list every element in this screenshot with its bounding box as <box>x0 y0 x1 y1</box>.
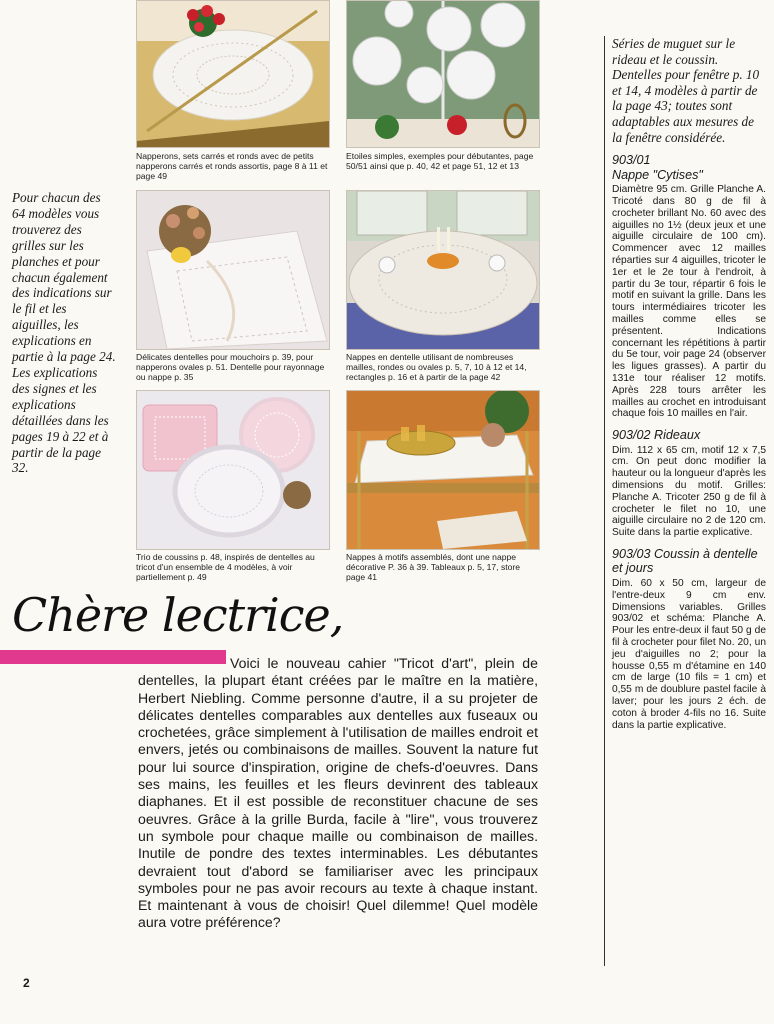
section-title: Nappe "Cytises" <box>612 167 703 182</box>
photo-window-stars <box>346 0 540 148</box>
section-body: Dim. 60 x 50 cm, largeur de l'entre-deux 9 cm env. Dimensions variables. Grilles 903/02 et schéma: Planche A. Pour les entre-deux il faut 50 g de fil à crocheter pour filet No. 20, un jeu d'aiguilles no 2; pour la housse 0,55 m d'étamine en 140 cm de large (10 fils = 1 cm) et 0,55 m de doublure pastel facile à laver; pour les jours 2 éch. de coton à broder 4-fils no 16. Suite dans la partie explicative. <box>612 577 766 731</box>
section-body: Dim. 112 x 65 cm, motif 12 x 7,5 cm. On peut donc modifier la hauteur ou la longueur d'après les dimensions du motif. Grilles: Planche A. Tricoter 250 g de fil à crocheter le filet no 10, une aiguille circulaire no 2 de 120 cm. Suite dans la partie explicative. <box>612 444 766 539</box>
right-column-rule <box>604 36 605 966</box>
right-column <box>612 36 766 731</box>
photo-round-tablecloth <box>346 190 540 350</box>
section-903-03 <box>612 547 766 731</box>
letter-heading: Chère lectrice, <box>12 588 344 642</box>
section-body: Diamètre 95 cm. Grille Planche A. Tricoté dans 80 g de fil à crocheter brillant No. 60 avec des aiguilles no 1½ (deux jeux et une aiguille circulaire de 100 cm). Commencer avec 12 mailles réparties sur 4 aiguilles, tricoter le 1er et le 2e tour à l'endroit, à partir du 3e tour, répartir 6 fois le motif en suivant la grille. Dans les tours intermédiaires tricoter les mailles comme elles se présentent. Indications concernant les répétitions à partir du 5e tour, voir page 24 (observer les ligues grasses). A partir du 131e tour réaliser 12 motifs. Après 228 tours arrêter les mailles au crochet en introduisant chaque fois 10 mailles en l'air. <box>612 184 766 420</box>
right-intro: Séries de muguet sur le rideau et le coussin. Dentelles pour fenêtre p. 10 et 14, 4 modèles à partir de la page 43; toutes sont adaptables aux mesures de la fenêtre considérée. <box>612 36 760 145</box>
caption-photo-3: Délicates dentelles pour mouchoirs p. 39, pour napperons ovales p. 51. Dentelle pour rayonnage ou nappe p. 35 <box>136 352 325 383</box>
caption-photo-6: Nappes à motifs assemblés, dont une nappe décorative P. 36 à 39. Tableaux p. 5, 17, store page 41 <box>346 552 521 583</box>
letter-paragraph: Voici le nouveau cahier "Tricot d'art", plein de dentelles, la plupart étant créées par le maître en la matière, Herbert Niebling. Comme personne d'autre, il a su projeter de délicates dentelles comparables aux dentelles aux fuseaux ou crochetées, grâce simplement à l'utilisation de mailles endroit et envers, jetés ou combinaisons de mailles. Souvent la nature fut pour lui source d'inspiration, origine de chefs-d'oeuvres. Dans ses mains, les feuilles et les fleurs devinrent des tableaux diaphanes. Et il est possible de reconstituer chacune de ses oeuvres. Grâce à la grille Burda, facile à "lire", vous trouverez un symbole pour chaque maille ou combinaison de mailles. Inutile de pondre des textes interminables. Les débutantes devraient tout d'abord se familiariser avec les principaux symboles pour ne pas avoir recours au texte à chaque instant. Et maintenant à vous de choisir! Quel dilemme! Quel modèle aura votre préférence? <box>138 655 538 931</box>
section-code: 903/03 <box>612 546 651 561</box>
letter-body <box>138 655 538 932</box>
section-heading <box>612 547 766 576</box>
photo-cushions <box>136 390 330 550</box>
section-code: 903/02 <box>612 428 651 443</box>
section-code: 903/01 <box>612 153 651 168</box>
photo-round-doily-table <box>136 0 330 148</box>
left-note: Pour chacun des 64 modèles vous trouverez des grilles sur les planches et pour chacun également des indications sur le fil et les aiguilles, les explications en partie à la page 24. Les explications des signes et les explications détaillées dans les pages 19 à 22 et à partir de la page 32. <box>12 190 116 476</box>
caption-photo-4: Nappes en dentelle utilisant de nombreuses mailles, rondes ou ovales p. 5, 7, 10 à 12 et 14, rectangles p. 16 et à partir de la page 42 <box>346 352 527 383</box>
page-number: 2 <box>23 976 30 990</box>
section-title: Coussin à dentelle et jours <box>612 546 758 576</box>
section-title: Rideaux <box>654 428 701 443</box>
section-903-02 <box>612 428 766 539</box>
photo-tea-trolley <box>346 390 540 550</box>
section-903-01 <box>612 153 766 420</box>
caption-photo-1: Napperons, sets carrés et ronds avec de petits napperons carrés et ronds assortis, page 8 à 11 et page 49 <box>136 151 328 182</box>
section-heading <box>612 428 766 443</box>
photo-handkerchief-lace <box>136 190 330 350</box>
caption-photo-5: Trio de coussins p. 48, inspirés de dentelles au tricot d'un ensemble de 4 modèles, à voir partiellement p. 49 <box>136 552 315 583</box>
caption-photo-2: Etoiles simples, exemples pour débutantes, page 50/51 ainsi que p. 40, 42 et page 51, 12 et 13 <box>346 151 534 172</box>
